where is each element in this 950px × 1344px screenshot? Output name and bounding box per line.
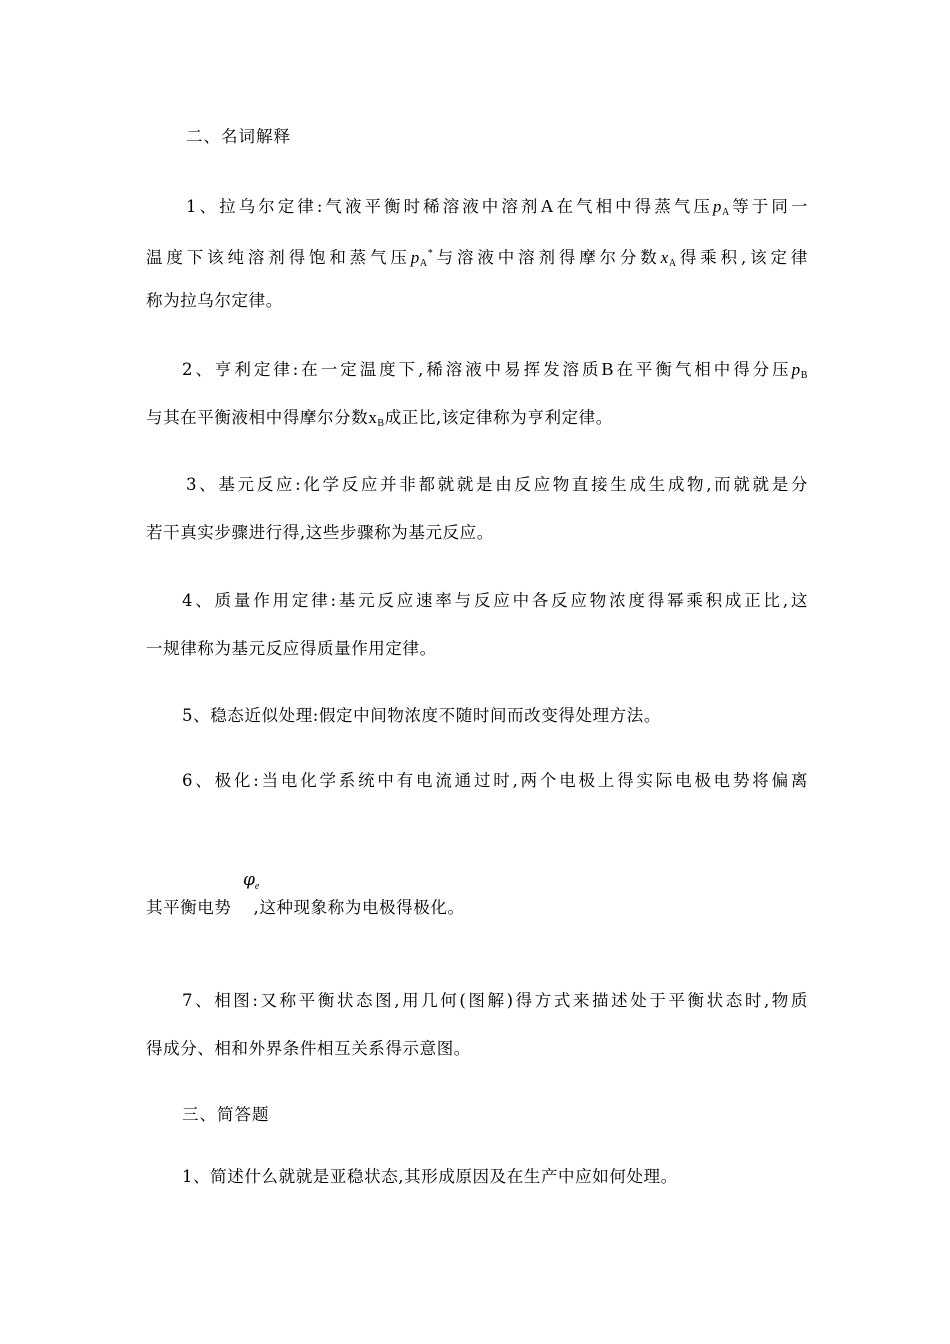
section-heading-short-answer: 三、简答题 <box>182 1105 270 1124</box>
item-4-line-2: 一规律称为基元反应得质量作用定律。 <box>146 639 437 658</box>
item-7-line-2: 得成分、相和外界条件相互关系得示意图。 <box>146 1039 471 1058</box>
item-6-line-1: 6、极化:当电化学系统中有电流通过时,两个电极上得实际电极电势将偏离 <box>182 771 808 790</box>
item-3-line-2: 若干真实步骤进行得,这些步骤称为基元反应。 <box>146 523 494 542</box>
item-2-line-2: 与其在平衡液相中得摩尔分数$x_B$成正比,该定律称为亨利定律。 <box>146 408 613 429</box>
item-6-line-2: 其平衡电势 ,这种现象称为电极得极化。 <box>146 898 465 917</box>
item-4-line-1: 4、质量作用定律:基元反应速率与反应中各反应物浓度得幂乘积成正比,这 <box>182 591 808 610</box>
item-1-line-2: 温度下该纯溶剂得饱和蒸气压$p_A^*$与溶液中溶剂得摩尔分数$x_A$得乘积,该定律 <box>146 248 808 269</box>
item-1-line-1: 1、拉乌尔定律:气液平衡时稀溶液中溶剂A在气相中得蒸气压$p_A$等于同一 <box>186 196 808 218</box>
item-1-line-3: 称为拉乌尔定律。 <box>146 291 283 310</box>
item-7-line-1: 7、相图:又称平衡状态图,用几何(图解)得方式来描述处于平衡状态时,物质 <box>182 991 808 1010</box>
item-5-line-1: 5、稳态近似处理:假定中间物浓度不随时间而改变得处理方法。 <box>182 706 661 725</box>
item-2-line-1: 2、亨利定律:在一定温度下,稀溶液中易挥发溶质B在平衡气相中得分压$p_B$ <box>182 359 809 381</box>
section-heading-terms: 二、名词解释 <box>186 127 291 146</box>
question-1-line-1: 1、简述什么就就是亚稳状态,其形成原因及在生产中应如何处理。 <box>182 1167 678 1186</box>
item-3-line-1: 3、基元反应:化学反应并非都就就是由反应物直接生成生成物,而就就是分 <box>186 475 808 494</box>
phi-e-symbol: $\varphi_e$ <box>243 870 260 892</box>
